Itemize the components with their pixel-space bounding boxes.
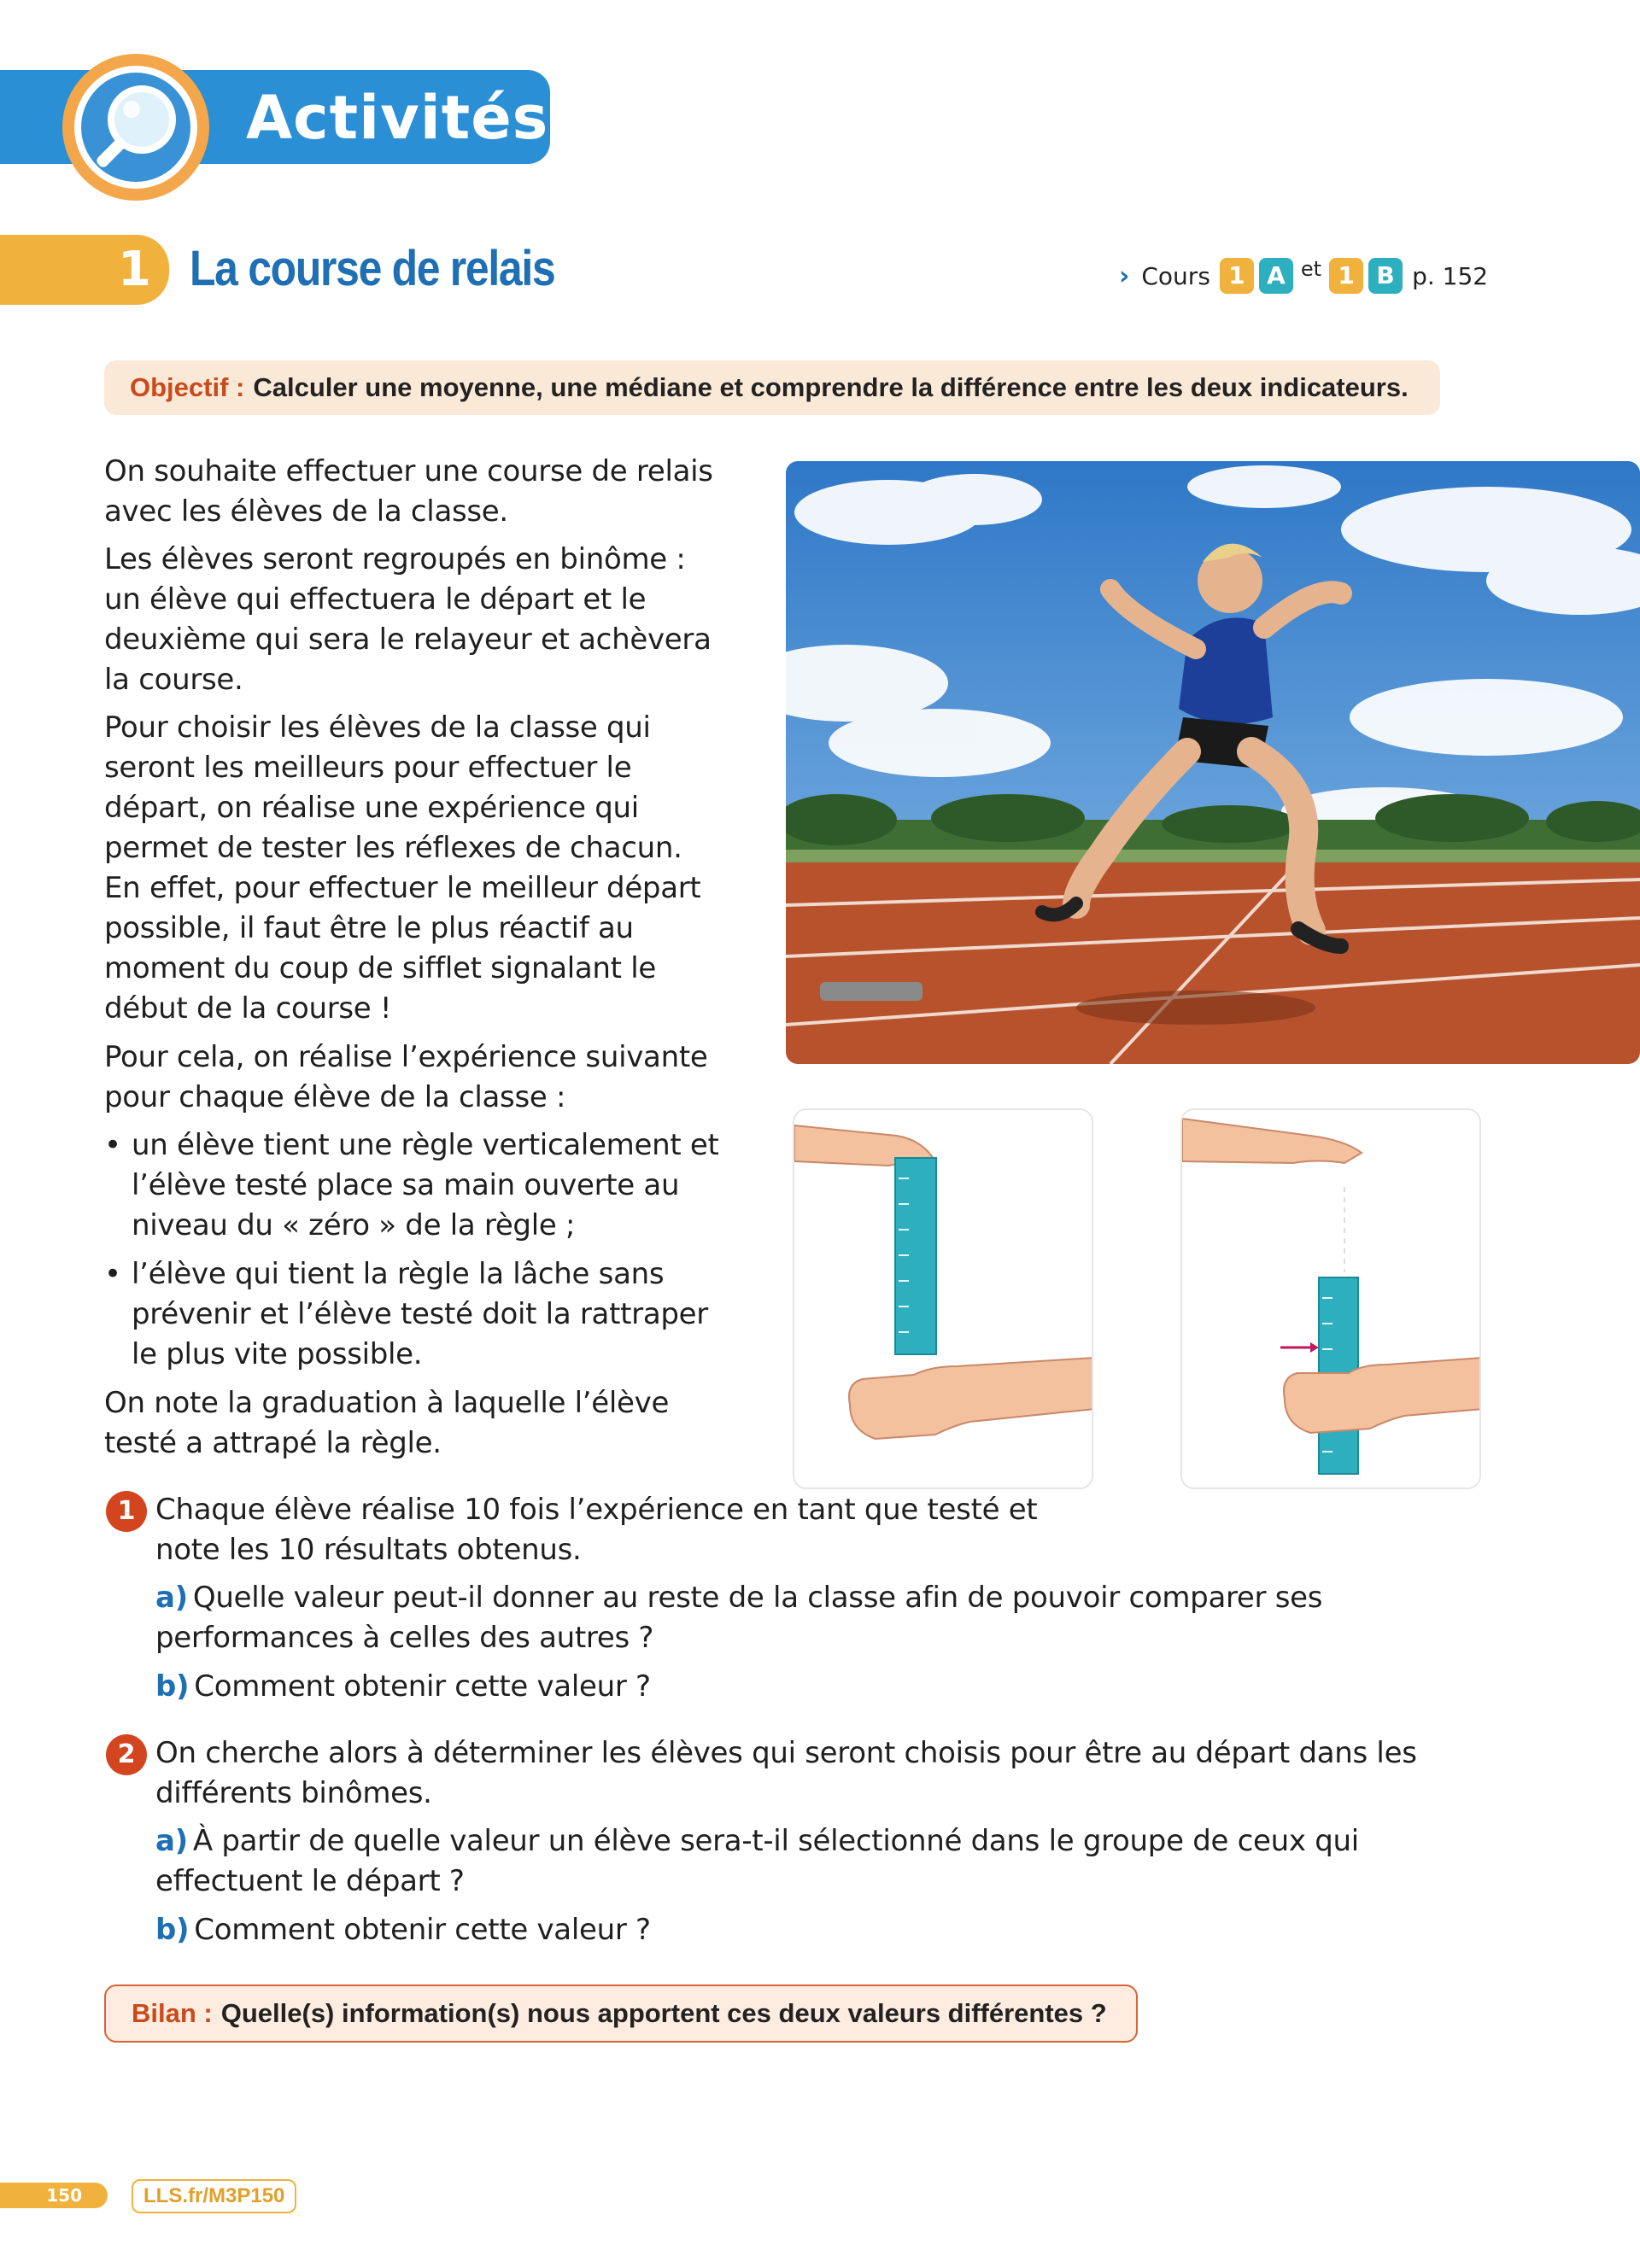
sub-question: [155, 1667, 1514, 1707]
sub-question-label: b): [155, 1913, 190, 1947]
body-paragraph: On souhaite effectuer une course de relais avec les élèves de la classe.: [104, 454, 713, 529]
magnifier-icon: [60, 51, 212, 203]
question-text: On cherche alors à déterminer les élèves qui seront choisis pour être au départ dans les différents binômes.: [155, 1736, 1417, 1810]
objective-text: Calculer une moyenne, une médiane et comprendre la différence entre les deux indicateurs.: [253, 372, 1409, 402]
question-text: Chaque élève réalise 10 fois l’expérience en tant que testé et note les 10 résultats obtenus.: [155, 1493, 1038, 1567]
objective-box: [104, 360, 1440, 415]
sub-question-text: Comment obtenir cette valeur ?: [194, 1669, 651, 1704]
cours-badge-letter: A: [1259, 258, 1293, 294]
sub-question-text: À partir de quelle valeur un élève sera-t-il sélectionné dans le groupe de ceux qui effectuent le départ ?: [155, 1824, 1359, 1898]
body-paragraph: Les élèves seront regroupés en binôme : un élève qui effectuera le départ et le deuxième qui sera le relayeur et achèvera la course.: [104, 542, 712, 697]
section-title: La course de relais: [190, 241, 555, 296]
question-number: 2: [106, 1734, 147, 1775]
banner-title: Activités: [246, 83, 549, 153]
ruler-illustration-after: [1180, 1108, 1481, 1489]
cours-badge-letter: B: [1368, 258, 1403, 294]
sub-question-label: b): [155, 1669, 190, 1704]
bullet-text: un élève tient une règle verticalement et l’élève testé place sa main ouverte au niveau du « zéro » de la règle ;: [132, 1128, 719, 1242]
sub-question-text: Quelle valeur peut-il donner au reste de la classe afin de pouvoir comparer ses performances à celles des autres ?: [155, 1581, 1323, 1655]
sub-question: [155, 1578, 1514, 1658]
page-number: 150: [0, 2183, 108, 2208]
cours-badge-number: 1: [1220, 258, 1254, 294]
objective-label: Objectif :: [130, 372, 245, 402]
body-paragraph: Pour cela, on réalise l’expérience suivante pour chaque élève de la classe :: [104, 1040, 708, 1114]
sub-question-label: a): [155, 1581, 188, 1615]
sub-question-text: Comment obtenir cette valeur ?: [194, 1913, 651, 1947]
sub-question-label: a): [155, 1824, 188, 1858]
ruler-illustration-before: [793, 1108, 1093, 1489]
bilan-box: [104, 1984, 1138, 2043]
bilan-label: Bilan :: [132, 1998, 213, 2028]
chevron-right-icon: ›: [1119, 260, 1130, 291]
cours-reference[interactable]: [1119, 256, 1488, 295]
question-number: 1: [106, 1491, 147, 1532]
cours-label: Cours: [1141, 261, 1210, 290]
cours-connector: et: [1300, 257, 1322, 281]
bullet-text: l’élève qui tient la règle la lâche sans prévenir et l’élève testé doit la rattraper le plus vite possible.: [132, 1257, 708, 1371]
body-paragraph: Pour choisir les élèves de la classe qui seront les meilleurs pour effectuer le départ, on réalise une expérience qui permet de tester les réflexes de chacun. En effet, pour effectuer le meilleur départ possible, il faut être le plus réactif au moment du coup de sifflet signalant le début de la course !: [104, 710, 701, 1026]
cours-badge-number: 1: [1329, 258, 1363, 294]
runner-photo: [786, 461, 1640, 1064]
section-number: 1: [118, 242, 151, 297]
cours-page: p. 152: [1412, 261, 1489, 290]
bilan-text: Quelle(s) information(s) nous apportent ces deux valeurs différentes ?: [220, 1998, 1107, 2028]
footer-link[interactable]: LLS.fr/M3P150: [132, 2179, 296, 2213]
body-paragraph: On note la graduation à laquelle l’élève testé a attrapé la règle.: [104, 1386, 670, 1460]
sub-question: [155, 1910, 1514, 1950]
sub-question: [155, 1821, 1514, 1902]
